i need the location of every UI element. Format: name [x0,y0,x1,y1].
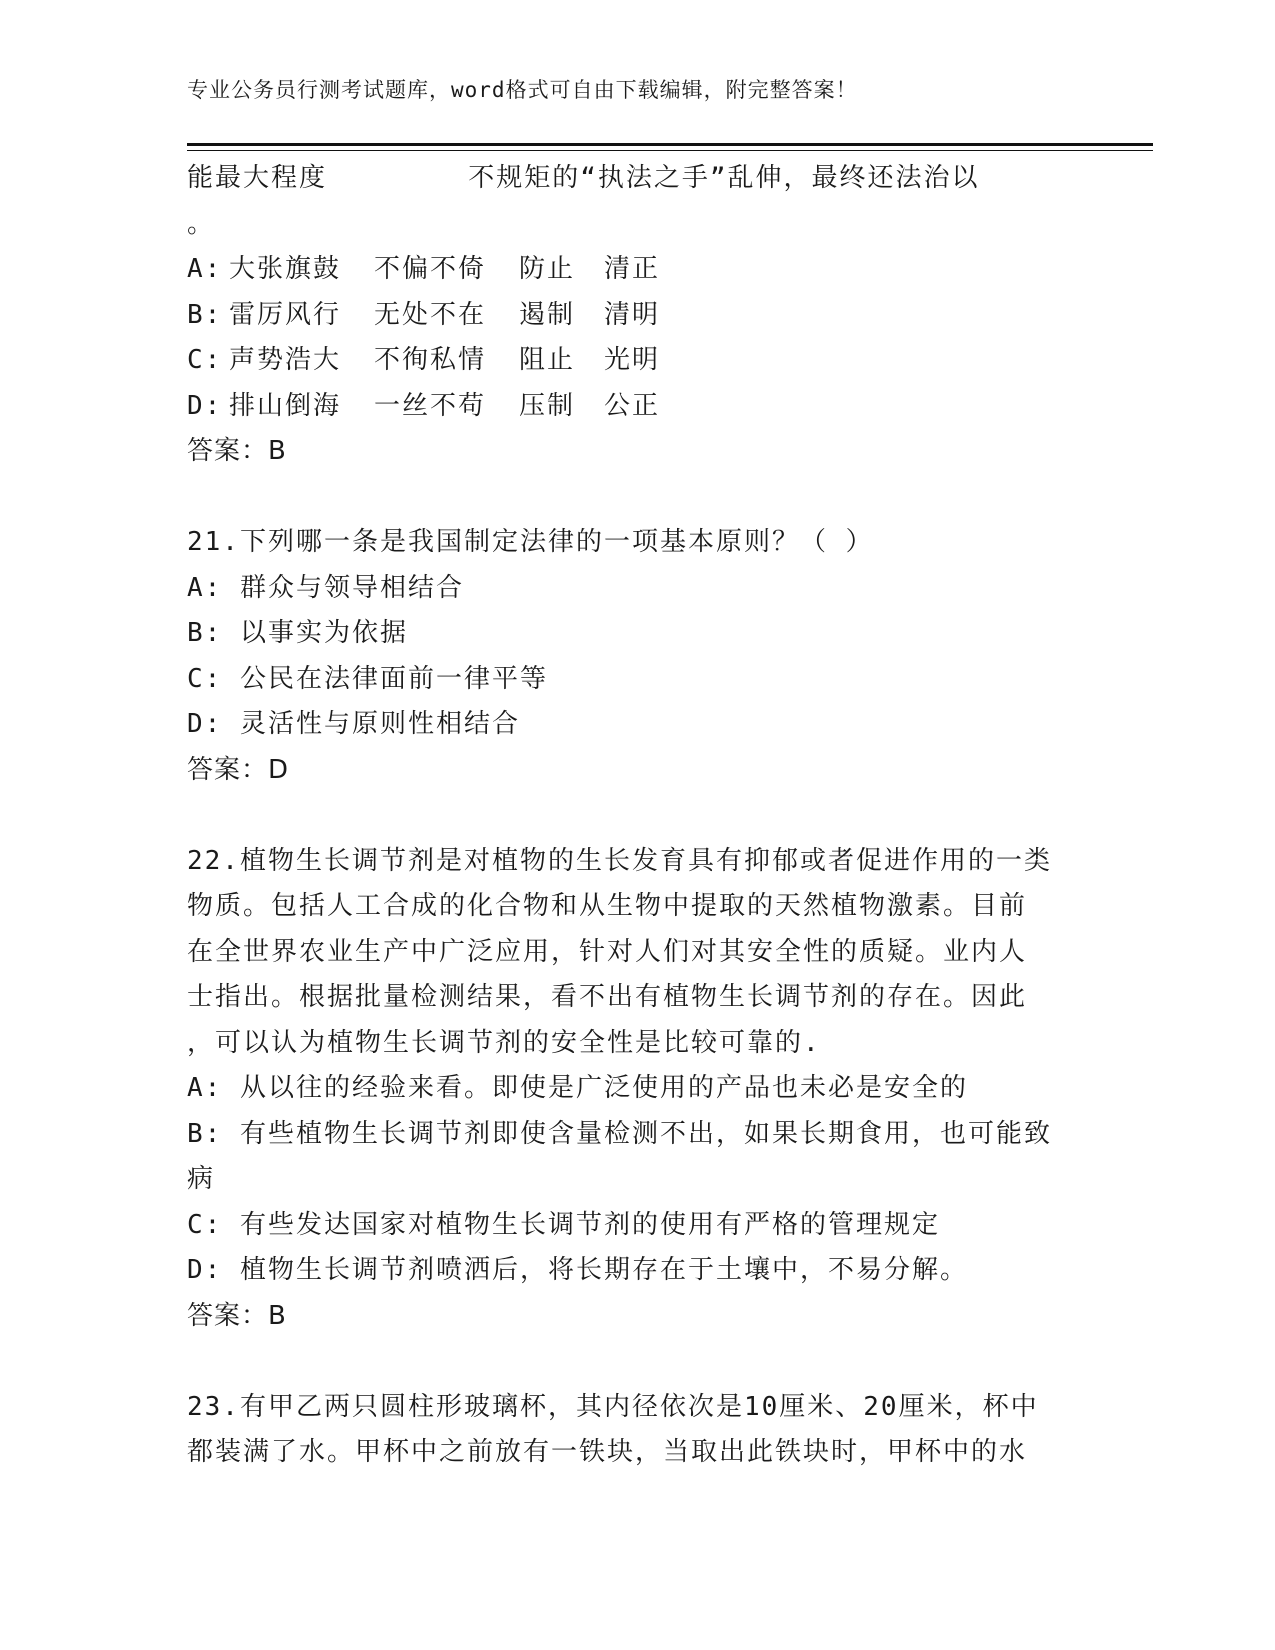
q22-option-b-cont: 病 [187,1164,216,1194]
q22-option-b: B: 有些植物生长调节剂即使含量检测不出，如果长期食用，也可能致 [187,1118,1052,1149]
q20-stem-line1: 能最大程度 不规矩的“执法之手”乱伸，最终还法治以 [187,163,980,193]
page-header: 专业公务员行测考试题库，word格式可自由下载编辑，附完整答案！ [187,78,858,102]
spacer [187,475,1087,521]
spacer [187,1339,1087,1385]
spacer [187,793,1087,839]
q20-option-a: A: 大张旗鼓 不偏不倚 防止 清正 [187,254,661,284]
q22-option-a: A: 从以往的经验来看。即使是广泛使用的产品也未必是安全的 [187,1073,968,1103]
q22-stem-line: ，可以认为植物生长调节剂的安全性是比较可靠的. [187,1027,821,1058]
q21-stem: 21.下列哪一条是我国制定法律的一项基本原则？（ ） [187,527,874,557]
q20-option-c: C: 声势浩大 不徇私情 阻止 光明 [187,345,661,375]
q21-option-c: C: 公民在法律面前一律平等 [187,663,548,694]
header-rule-thin [187,150,1153,151]
q21-option-b: B: 以事实为依据 [187,618,408,648]
q21-answer: 答案：D [187,754,290,785]
document-body [187,156,1087,1476]
q22-stem-line: 22.植物生长调节剂是对植物的生长发育具有抑郁或者促进作用的一类 [187,845,1052,876]
q22-option-d: D: 植物生长调节剂喷洒后，将长期存在于土壤中，不易分解。 [187,1255,968,1285]
q23-stem-line: 都装满了水。甲杯中之前放有一铁块，当取出此铁块时，甲杯中的水 [187,1437,1028,1467]
q21-option-a: A: 群众与领导相结合 [187,572,464,603]
header-rule-thick [187,143,1153,146]
q23-stem-line: 23.有甲乙两只圆柱形玻璃杯，其内径依次是10厘米、20厘米，杯中 [187,1391,1039,1422]
q22-answer: 答案：B [187,1300,287,1331]
q20-stem-line2: 。 [187,208,216,239]
q20-option-d: D: 排山倒海 一丝不苟 压制 公正 [187,390,661,421]
q20-answer: 答案：B [187,436,287,466]
q21-option-d: D: 灵活性与原则性相结合 [187,709,520,739]
q22-stem-line: 物质。包括人工合成的化合物和从生物中提取的天然植物激素。目前 [187,891,1028,921]
q22-stem-line: 在全世界农业生产中广泛应用，针对人们对其安全性的质疑。业内人 [187,936,1028,967]
q20-option-b: B: 雷厉风行 无处不在 遏制 清明 [187,299,661,330]
q22-stem-line: 士指出。根据批量检测结果，看不出有植物生长调节剂的存在。因此 [187,982,1028,1012]
q22-option-c: C: 有些发达国家对植物生长调节剂的使用有严格的管理规定 [187,1209,940,1240]
